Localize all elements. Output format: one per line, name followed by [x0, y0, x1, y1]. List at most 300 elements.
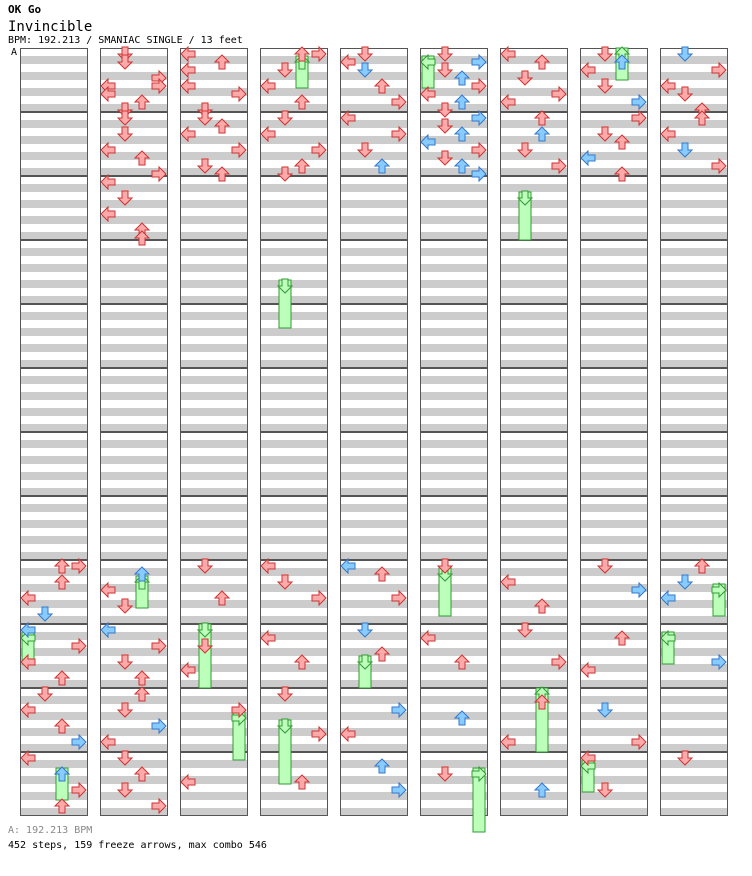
beat-stripe [180, 280, 248, 288]
beat-stripe [20, 152, 88, 160]
beat-stripe [420, 360, 488, 368]
beat-stripe [100, 360, 168, 368]
beat-stripe [580, 168, 648, 176]
beat-stripe [660, 744, 728, 752]
beat-stripe [20, 72, 88, 80]
beat-stripe [180, 536, 248, 544]
beat-stripe [660, 280, 728, 288]
beat-stripe [100, 264, 168, 272]
beat-stripe [180, 760, 248, 768]
beat-stripe [660, 680, 728, 688]
chart-column [20, 48, 88, 816]
freeze-arrow-icon [472, 767, 486, 832]
beat-stripe [580, 792, 648, 800]
beat-stripe [20, 808, 88, 816]
beat-stripe [500, 408, 568, 416]
beat-stripe [340, 456, 408, 464]
beat-stripe [340, 744, 408, 752]
beat-stripe [420, 728, 488, 736]
beat-stripe [660, 472, 728, 480]
beat-stripe [100, 568, 168, 576]
beat-stripe [420, 520, 488, 528]
beat-stripe [20, 264, 88, 272]
beat-stripe [260, 168, 328, 176]
beat-stripe [100, 296, 168, 304]
beat-stripe [660, 728, 728, 736]
beat-stripe [500, 152, 568, 160]
beat-stripe [340, 168, 408, 176]
beat-stripe [20, 376, 88, 384]
freeze-arrow-icon [421, 55, 435, 88]
beat-stripe [420, 296, 488, 304]
beat-stripe [260, 680, 328, 688]
beat-stripe [420, 424, 488, 432]
beat-stripe [100, 120, 168, 128]
beat-stripe [500, 552, 568, 560]
beat-stripe [500, 312, 568, 320]
song-title: Invincible [8, 19, 93, 35]
beat-stripe [180, 440, 248, 448]
beat-stripe [340, 552, 408, 560]
beat-stripe [420, 456, 488, 464]
beat-stripe [660, 424, 728, 432]
beat-stripe [660, 616, 728, 624]
beat-stripe [20, 104, 88, 112]
beat-stripe [100, 472, 168, 480]
beat-stripe [260, 264, 328, 272]
beat-stripe [180, 584, 248, 592]
beat-stripe [660, 712, 728, 720]
beat-stripe [420, 184, 488, 192]
chart-column [580, 48, 648, 816]
beat-stripe [340, 504, 408, 512]
beat-stripe [420, 232, 488, 240]
beat-stripe [260, 520, 328, 528]
beat-stripe [660, 552, 728, 560]
beat-stripe [100, 696, 168, 704]
beat-stripe [20, 520, 88, 528]
beat-stripe [100, 520, 168, 528]
beat-stripe [660, 792, 728, 800]
beat-stripe [660, 296, 728, 304]
beat-stripe [340, 424, 408, 432]
beat-stripe [660, 344, 728, 352]
chart-column [100, 48, 168, 816]
beat-stripe [420, 488, 488, 496]
beat-stripe [340, 536, 408, 544]
beat-stripe [260, 184, 328, 192]
beat-stripe [420, 648, 488, 656]
beat-stripe [500, 488, 568, 496]
beat-stripe [340, 296, 408, 304]
beat-stripe [660, 216, 728, 224]
beat-stripe [420, 280, 488, 288]
beat-stripe [580, 680, 648, 688]
beat-stripe [660, 776, 728, 784]
beat-stripe [260, 376, 328, 384]
chart-meta: BPM: 192.213 / SMANIAC SINGLE / 13 feet [8, 35, 243, 46]
beat-stripe [660, 328, 728, 336]
beat-stripe [180, 456, 248, 464]
beat-stripe [20, 360, 88, 368]
beat-stripe [20, 216, 88, 224]
freeze-arrow-icon [438, 567, 452, 616]
beat-stripe [100, 408, 168, 416]
beat-stripe [420, 600, 488, 608]
beat-stripe [260, 216, 328, 224]
beat-stripe [340, 520, 408, 528]
beat-stripe [660, 56, 728, 64]
beat-stripe [180, 328, 248, 336]
artist-name: OK Go [8, 3, 42, 16]
beat-stripe [260, 424, 328, 432]
beat-stripe [500, 504, 568, 512]
beat-stripe [180, 408, 248, 416]
beat-stripe [500, 72, 568, 80]
beat-stripe [20, 424, 88, 432]
beat-stripe [580, 184, 648, 192]
beat-stripe [260, 616, 328, 624]
beat-stripe [20, 696, 88, 704]
beat-stripe [20, 328, 88, 336]
beat-stripe [20, 56, 88, 64]
chart-column [420, 48, 488, 816]
beat-stripe [260, 104, 328, 112]
beat-stripe [180, 792, 248, 800]
beat-stripe [660, 696, 728, 704]
beat-stripe [100, 424, 168, 432]
beat-stripe [660, 760, 728, 768]
beat-stripe [340, 680, 408, 688]
beat-stripe [260, 536, 328, 544]
beat-stripe [260, 440, 328, 448]
beat-stripe [20, 680, 88, 688]
beat-stripe [500, 200, 568, 208]
beat-stripe [420, 328, 488, 336]
beat-stripe [260, 696, 328, 704]
beat-stripe [180, 248, 248, 256]
beat-stripe [180, 472, 248, 480]
beat-stripe [420, 312, 488, 320]
freeze-arrow-icon [712, 583, 726, 616]
beat-stripe [500, 296, 568, 304]
beat-stripe [340, 232, 408, 240]
beat-stripe [500, 520, 568, 528]
step-stats: 452 steps, 159 freeze arrows, max combo 546 [8, 840, 267, 851]
beat-stripe [420, 744, 488, 752]
beat-stripe [580, 424, 648, 432]
beat-stripe [20, 232, 88, 240]
beat-stripe [340, 392, 408, 400]
freeze-arrow-icon [278, 279, 292, 328]
beat-stripe [580, 216, 648, 224]
beat-stripe [340, 72, 408, 80]
beat-stripe [500, 696, 568, 704]
beat-stripe [340, 648, 408, 656]
beat-stripe [260, 296, 328, 304]
section-label: A [11, 47, 18, 58]
beat-stripe [180, 264, 248, 272]
beat-stripe [340, 584, 408, 592]
beat-stripe [100, 312, 168, 320]
beat-stripe [500, 632, 568, 640]
beat-stripe [580, 600, 648, 608]
beat-stripe [580, 344, 648, 352]
beat-stripe [580, 88, 648, 96]
beat-stripe [100, 536, 168, 544]
beat-stripe [20, 488, 88, 496]
beat-stripe [100, 376, 168, 384]
beat-stripe [580, 536, 648, 544]
beat-stripe [340, 616, 408, 624]
beat-stripe [260, 472, 328, 480]
beat-stripe [660, 184, 728, 192]
beat-stripe [20, 552, 88, 560]
beat-stripe [20, 184, 88, 192]
beat-stripe [180, 344, 248, 352]
chart-column [180, 48, 248, 816]
beat-stripe [580, 296, 648, 304]
beat-stripe [100, 56, 168, 64]
beat-stripe [420, 536, 488, 544]
beat-stripe [580, 504, 648, 512]
beat-stripe [100, 760, 168, 768]
freeze-arrow-icon [232, 711, 246, 760]
beat-stripe [180, 360, 248, 368]
beat-stripe [580, 136, 648, 144]
beat-stripe [580, 440, 648, 448]
beat-stripe [100, 664, 168, 672]
beat-stripe [580, 472, 648, 480]
beat-stripe [260, 72, 328, 80]
beat-stripe [180, 376, 248, 384]
beat-stripe [100, 504, 168, 512]
beat-stripe [500, 328, 568, 336]
beat-stripe [260, 760, 328, 768]
bpm-summary: A: 192.213 BPM [8, 825, 93, 836]
beat-stripe [100, 616, 168, 624]
beat-stripe [260, 744, 328, 752]
beat-stripe [20, 168, 88, 176]
beat-stripe [260, 712, 328, 720]
freeze-arrow-icon [278, 719, 292, 784]
beat-stripe [500, 776, 568, 784]
beat-stripe [420, 472, 488, 480]
beat-stripe [20, 296, 88, 304]
beat-stripe [100, 200, 168, 208]
beat-stripe [420, 616, 488, 624]
beat-stripe [260, 648, 328, 656]
beat-stripe [260, 232, 328, 240]
beat-stripe [260, 200, 328, 208]
beat-stripe [100, 248, 168, 256]
beat-stripe [340, 488, 408, 496]
beat-stripe [340, 376, 408, 384]
beat-stripe [340, 264, 408, 272]
beat-stripe [420, 680, 488, 688]
beat-stripe [500, 184, 568, 192]
beat-stripe [500, 472, 568, 480]
beat-stripe [260, 360, 328, 368]
beat-stripe [340, 664, 408, 672]
beat-stripe [180, 600, 248, 608]
beat-stripe [420, 216, 488, 224]
beat-stripe [180, 680, 248, 688]
beat-stripe [580, 728, 648, 736]
beat-stripe [340, 248, 408, 256]
beat-stripe [340, 632, 408, 640]
beat-stripe [100, 552, 168, 560]
beat-stripe [500, 600, 568, 608]
beat-stripe [180, 808, 248, 816]
beat-stripe [20, 120, 88, 128]
beat-stripe [660, 488, 728, 496]
beat-stripe [500, 760, 568, 768]
beat-stripe [260, 792, 328, 800]
beat-stripe [180, 296, 248, 304]
beat-stripe [420, 552, 488, 560]
freeze-arrow-icon [198, 623, 212, 688]
beat-stripe [180, 184, 248, 192]
beat-stripe [660, 504, 728, 512]
beat-stripe [420, 408, 488, 416]
beat-stripe [340, 776, 408, 784]
beat-stripe [500, 360, 568, 368]
beat-stripe [260, 408, 328, 416]
freeze-arrow-icon [358, 655, 372, 688]
beat-stripe [500, 264, 568, 272]
beat-stripe [500, 568, 568, 576]
beat-stripe [580, 376, 648, 384]
beat-stripe [100, 792, 168, 800]
beat-stripe [260, 488, 328, 496]
beat-stripe [20, 344, 88, 352]
beat-stripe [580, 280, 648, 288]
beat-stripe [420, 696, 488, 704]
beat-stripe [660, 152, 728, 160]
beat-stripe [340, 472, 408, 480]
beat-stripe [500, 456, 568, 464]
beat-stripe [500, 232, 568, 240]
beat-stripe [660, 520, 728, 528]
beat-stripe [180, 648, 248, 656]
beat-stripe [260, 392, 328, 400]
beat-stripe [260, 584, 328, 592]
beat-stripe [340, 184, 408, 192]
beat-stripe [20, 472, 88, 480]
beat-stripe [20, 392, 88, 400]
beat-stripe [100, 392, 168, 400]
beat-stripe [20, 136, 88, 144]
beat-stripe [20, 536, 88, 544]
beat-stripe [260, 504, 328, 512]
beat-stripe [580, 632, 648, 640]
beat-stripe [420, 344, 488, 352]
beat-stripe [500, 728, 568, 736]
beat-stripe [340, 344, 408, 352]
beat-stripe [260, 664, 328, 672]
beat-stripe [180, 520, 248, 528]
beat-stripe [340, 200, 408, 208]
beat-stripe [260, 808, 328, 816]
beat-stripe [260, 280, 328, 288]
beat-stripe [20, 280, 88, 288]
beat-stripe [660, 408, 728, 416]
beat-stripe [180, 696, 248, 704]
beat-stripe [420, 568, 488, 576]
beat-stripe [100, 280, 168, 288]
beat-stripe [180, 392, 248, 400]
beat-stripe [340, 312, 408, 320]
beat-stripe [420, 760, 488, 768]
beat-stripe [580, 520, 648, 528]
beat-stripe [580, 408, 648, 416]
beat-stripe [180, 200, 248, 208]
beat-stripe [500, 440, 568, 448]
beat-stripe [500, 216, 568, 224]
beat-stripe [340, 760, 408, 768]
beat-stripe [580, 456, 648, 464]
beat-stripe [580, 264, 648, 272]
beat-stripe [100, 344, 168, 352]
beat-stripe [260, 344, 328, 352]
beat-stripe [660, 376, 728, 384]
beat-stripe [100, 600, 168, 608]
beat-stripe [340, 280, 408, 288]
beat-stripe [340, 696, 408, 704]
beat-stripe [100, 680, 168, 688]
beat-stripe [500, 792, 568, 800]
beat-stripe [100, 328, 168, 336]
beat-stripe [580, 328, 648, 336]
beat-stripe [20, 504, 88, 512]
beat-stripe [100, 456, 168, 464]
beat-stripe [660, 808, 728, 816]
beat-stripe [180, 168, 248, 176]
beat-stripe [180, 312, 248, 320]
beat-stripe [660, 456, 728, 464]
beat-stripe [500, 248, 568, 256]
chart-column [340, 48, 408, 816]
beat-stripe [20, 88, 88, 96]
beat-stripe [500, 680, 568, 688]
beat-stripe [340, 360, 408, 368]
chart-column [260, 48, 328, 816]
beat-stripe [420, 664, 488, 672]
beat-stripe [580, 648, 648, 656]
beat-stripe [500, 280, 568, 288]
beat-stripe [340, 152, 408, 160]
beat-stripe [20, 408, 88, 416]
beat-stripe [180, 120, 248, 128]
beat-stripe [500, 136, 568, 144]
beat-stripe [20, 200, 88, 208]
beat-stripe [180, 568, 248, 576]
beat-stripe [260, 248, 328, 256]
beat-stripe [420, 392, 488, 400]
beat-stripe [660, 248, 728, 256]
beat-stripe [180, 632, 248, 640]
beat-stripe [100, 712, 168, 720]
beat-stripe [20, 456, 88, 464]
beat-stripe [660, 536, 728, 544]
beat-stripe [260, 552, 328, 560]
beat-stripe [180, 216, 248, 224]
beat-stripe [180, 552, 248, 560]
beat-stripe [100, 136, 168, 144]
beat-stripe [100, 488, 168, 496]
beat-stripe [660, 568, 728, 576]
